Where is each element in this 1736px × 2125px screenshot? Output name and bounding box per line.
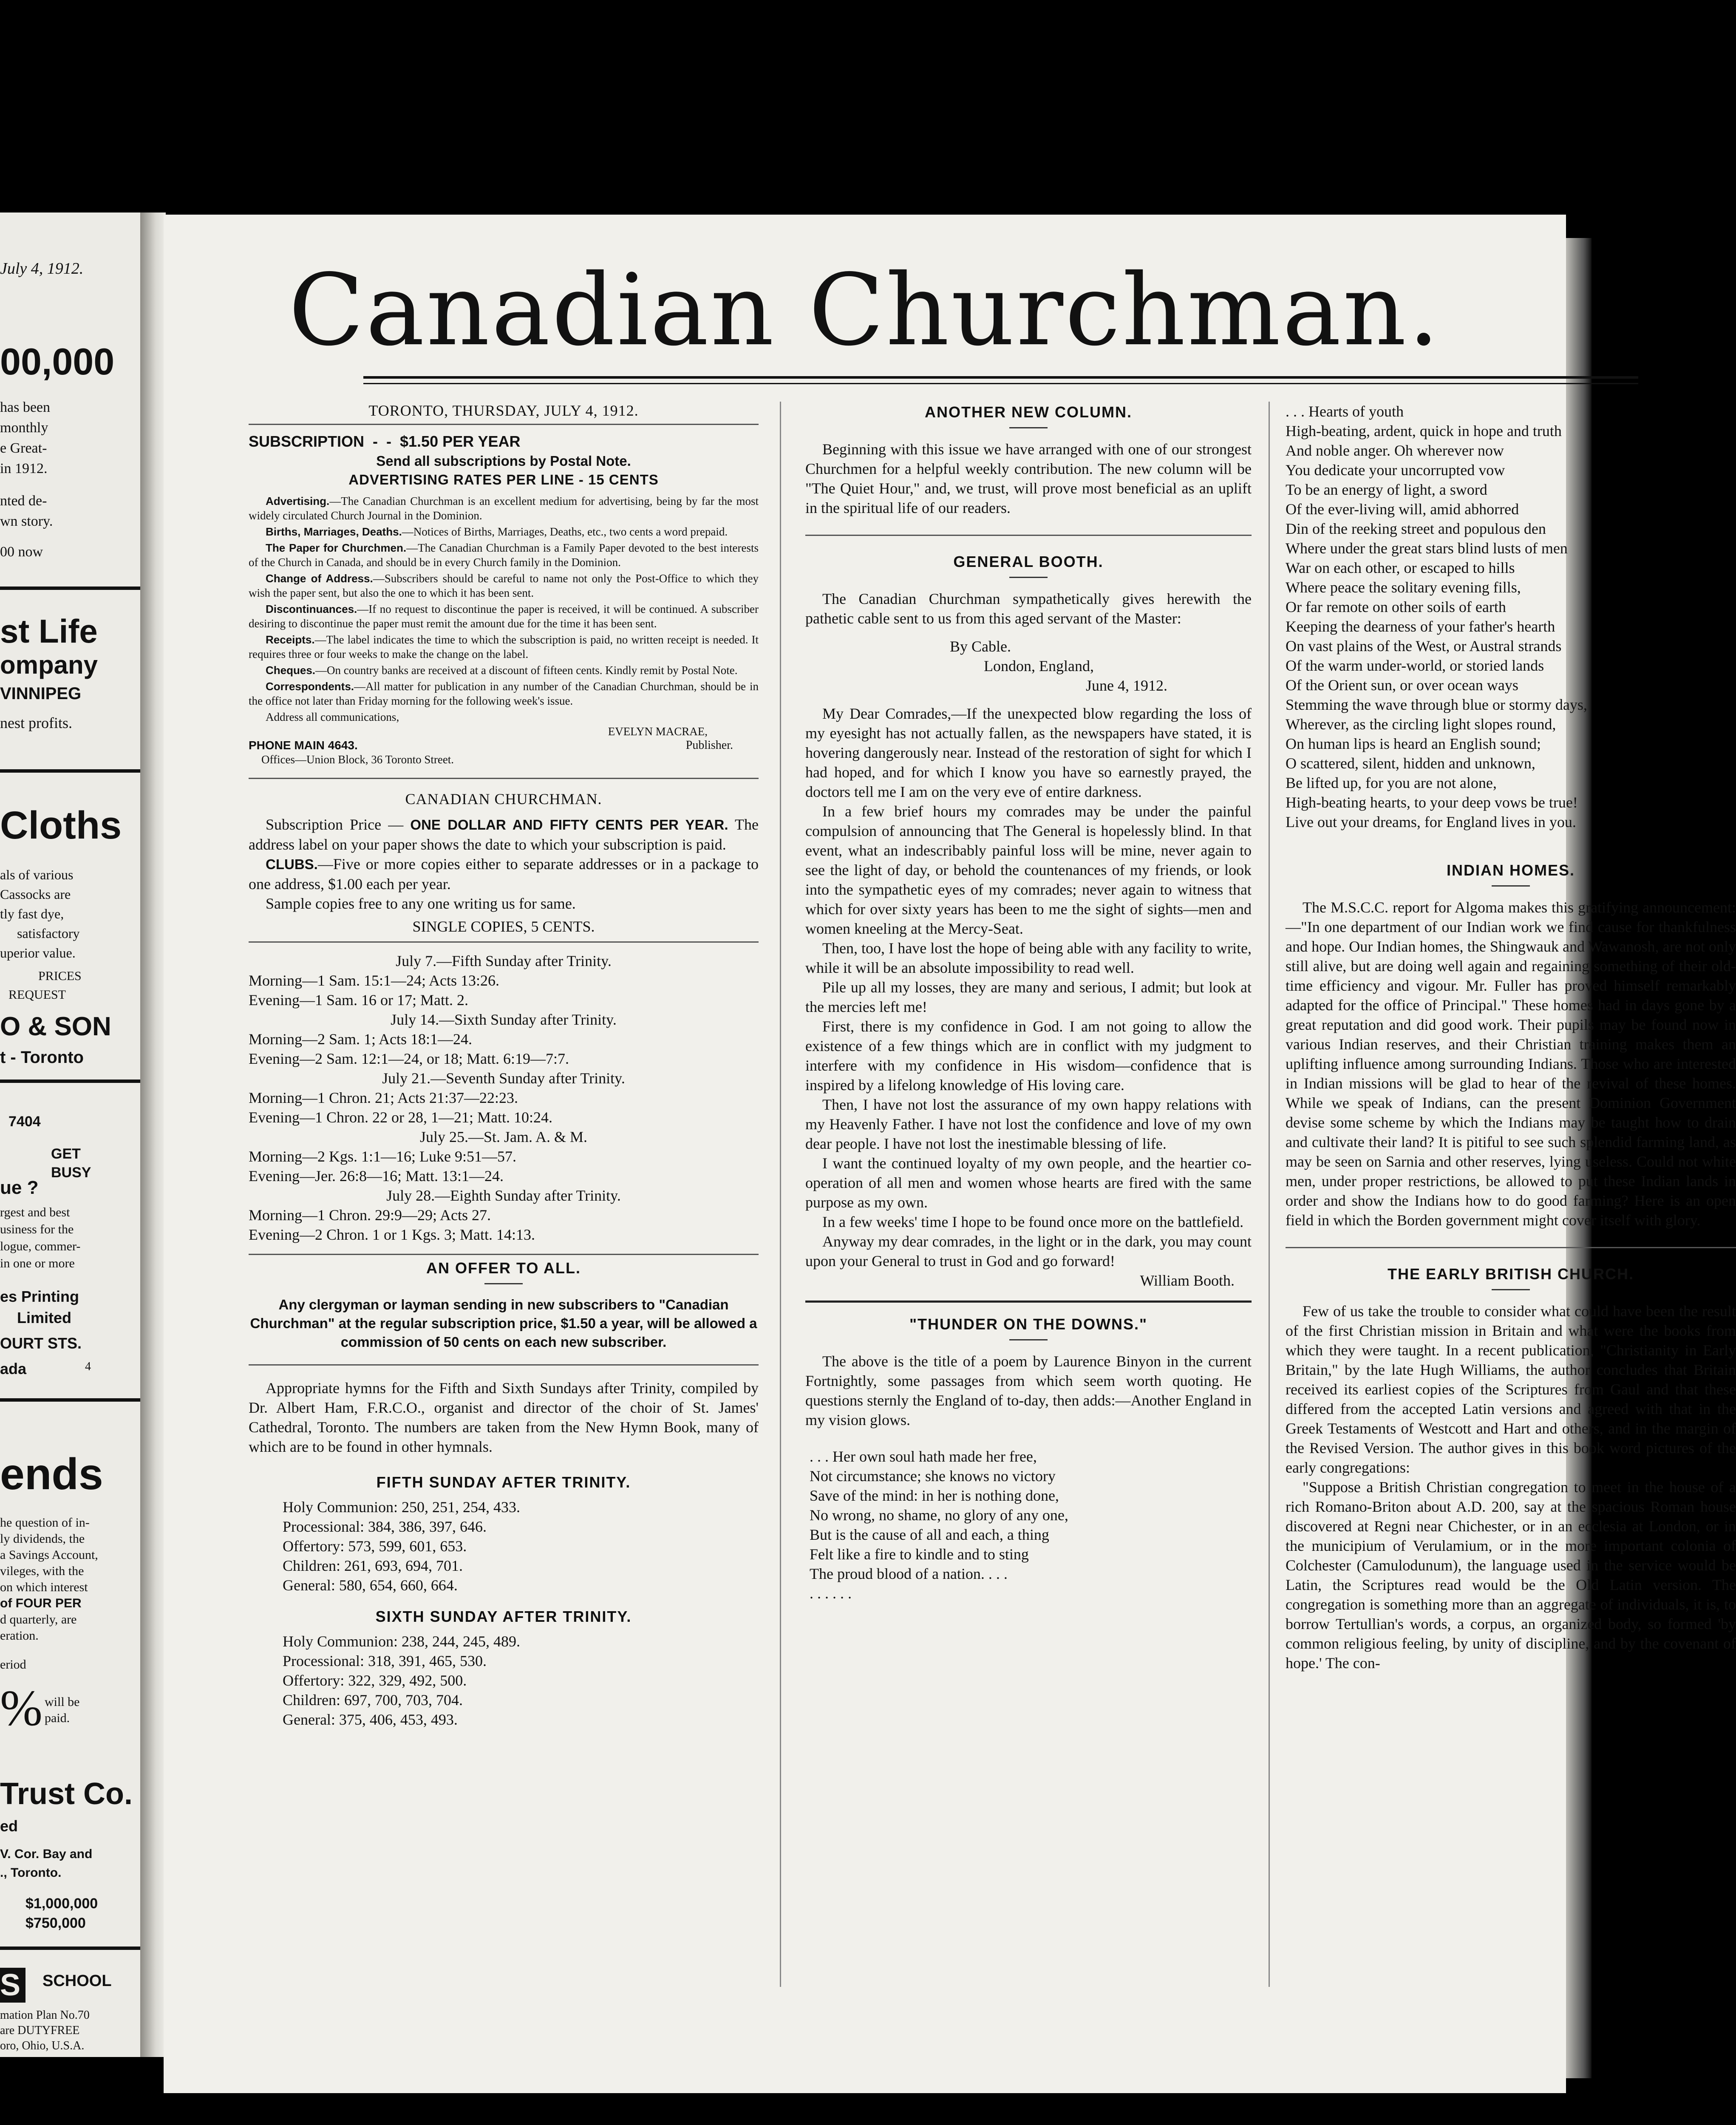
letter-paragraph: Then, too, I have lost the hope of being able with any facility to write, while it will be an absolute impossibility to read well. [805, 940, 1252, 976]
hymn-line: Offertory: 573, 599, 601, 653. [283, 1538, 467, 1555]
hymn-line: General: 580, 654, 660, 664. [283, 1577, 458, 1594]
letter-paragraph: Pile up all my losses, they are many and serious, I admit; but look at the mercies left me! [805, 979, 1252, 1015]
poem-line: Keeping the dearness of your father's hearth [1286, 618, 1555, 635]
poem-line: To be an energy of light, a sword [1286, 481, 1487, 498]
left-page-text: $1,000,000 [25, 1896, 98, 1912]
fifth-sunday-heading: FIFTH SUNDAY AFTER TRINITY. [376, 1473, 631, 1491]
notice-text: —All matter for publication in any number of the Canadian Churchman, should be in the office not later than Friday morning for the following week's issue. [249, 680, 759, 707]
calendar-reading: Evening—2 Chron. 1 or 1 Kgs. 3; Matt. 14:13. [249, 1226, 535, 1243]
cable-place: London, England, [984, 657, 1094, 674]
poem-line: High-beating, ardent, quick in hope and truth [1286, 422, 1562, 439]
cable-by: By Cable. [950, 638, 1011, 655]
booth-heading: GENERAL BOOTH. [953, 553, 1104, 570]
calendar-reading: Evening—2 Sam. 12:1—24, or 18; Matt. 6:19—7:7. [249, 1050, 569, 1067]
calendar-day: July 7.—Fifth Sunday after Trinity. [396, 952, 612, 969]
left-page-text: oro, Ohio, U.S.A. [0, 2039, 85, 2052]
left-page-text: usiness for the [0, 1222, 74, 1236]
left-page-text: uperior value. [0, 945, 76, 960]
calendar-day: July 28.—Eighth Sunday after Trinity. [386, 1187, 621, 1204]
left-page-text: vileges, with the [0, 1564, 84, 1578]
left-page-date: July 4, 1912. [0, 260, 84, 278]
british-church-heading: THE EARLY BRITISH CHURCH. [1387, 1265, 1634, 1283]
poem-line: On vast plains of the West, or Austral strands [1286, 638, 1562, 654]
left-page-text: he question of in- [0, 1516, 90, 1530]
address-line: Address all communications, [266, 711, 399, 723]
previous-page-fragment [0, 212, 140, 2057]
single-copies: SINGLE COPIES, 5 CENTS. [412, 918, 595, 935]
left-page-text: ., Toronto. [0, 1866, 62, 1880]
phone-number: PHONE MAIN 4643. [249, 739, 358, 752]
indian-homes-text: The M.S.C.C. report for Algoma makes this gratifying announcement:—"In one department of our Indian work we find cause for thankfulness and hope. Our Indian homes, the Shingwauk and Wawanosh, are not only still alive, but are doing well again and regaining something of their old-time efficiency and vigour. Mr. Fuller has proved himself remarkably adapted for the office of Principal." These homes had in days gone by a great reputation and did good work. Their pupils may be found now in various Indian reserves, and their Christian training makes them an uplifting influence among surrounding Indians. Those who are interested in Indian missions will be glad to hear of the revival of these homes. While we speak of Indians, can the present Dominion Government devise some scheme by which the Indians may be taught how to drain and cultivate their land? It is pitiful to see such splendid farming land, as may be seen on Sarnia and other reserves, lying useless. Could not white men, under proper restrictions, be allowed to put these Indian lands in order and show the Indians how to do good farming? Here is an open field in which the Borden government might cover itself with glory. [1286, 899, 1736, 1229]
notice-text: —If no request to discontinue the paper is received, it will be continued. A subscriber desiring to discontinue the paper must remit the amount due for the time it has been sent. [249, 603, 759, 630]
poem-line: Be lifted up, for you are not alone, [1286, 774, 1497, 791]
left-page-text: of FOUR PER [0, 1596, 82, 1610]
poem-line: Or far remote on other soils of earth [1286, 598, 1506, 615]
masthead-rule [363, 376, 1638, 379]
booth-intro: The Canadian Churchman sympathetically gives herewith the pathetic cable sent to us from this aged servant of the Master: [805, 590, 1252, 627]
left-page-text: als of various [0, 867, 74, 882]
notice-item [249, 494, 759, 523]
sixth-sunday-hymns [249, 1632, 759, 1729]
hymn-line: Processional: 384, 386, 397, 646. [283, 1518, 487, 1535]
left-page-text: nted de- [0, 493, 47, 509]
calendar-reading: Morning—1 Chron. 29:9—29; Acts 27. [249, 1207, 491, 1224]
book-gutter [140, 212, 166, 2057]
calendar-day: July 25.—St. Jam. A. & M. [419, 1128, 588, 1145]
notice-item [249, 663, 759, 677]
clubs-label: CLUBS. [266, 856, 318, 872]
hymn-line: General: 375, 406, 453, 493. [283, 1711, 458, 1728]
hymn-line: Holy Communion: 238, 244, 245, 489. [283, 1633, 521, 1650]
left-page-text: REQUEST [8, 988, 66, 1002]
letter-paragraph: Anyway my dear comrades, in the light or in the dark, you may count upon your General to trust in God and go forward! [805, 1233, 1252, 1269]
notice-heading: Discontinuances. [266, 603, 357, 615]
clubs-body: —Five or more copies either to separate addresses or in a package to one address, $1.00 each per year. [249, 856, 759, 892]
poem-line: Live out your dreams, for England lives in you. [1286, 813, 1576, 830]
column-editorial [805, 402, 1252, 1603]
calendar-reading: Morning—1 Sam. 15:1—24; Acts 13:26. [249, 972, 500, 989]
left-page-text: $750,000 [25, 1915, 86, 1931]
notice-item [249, 602, 759, 631]
left-page-text: es Printing [0, 1288, 79, 1305]
left-page-text: will be [45, 1695, 80, 1709]
offer-text: Any clergyman or layman sending in new subscribers to "Canadian Churchman" at the regular subscription price, $1.50 a year, will be allowed a commission of 50 cents on each new subscriber. [250, 1297, 757, 1350]
left-page-text: 7404 [8, 1114, 41, 1130]
left-page-text: ompany [0, 651, 98, 679]
masthead-rule [363, 383, 1638, 384]
column-divider [780, 402, 781, 1987]
notice-text: —On country banks are received at a discount of fifteen cents. Kindly remit by Postal Note. [315, 664, 738, 677]
poem-line: . . . Her own soul hath made her free, [810, 1448, 1037, 1465]
calendar-reading: Morning—1 Chron. 21; Acts 21:37—22:23. [249, 1089, 518, 1106]
left-page-text: t - Toronto [0, 1048, 84, 1067]
left-page-text: VINNIPEG [0, 684, 82, 703]
poem-line: Where under the great stars blind lusts of men [1286, 540, 1568, 557]
left-page-text: st Life [0, 612, 98, 650]
poem-line: High-beating hearts, to your deep vows be true! [1286, 794, 1578, 811]
left-page-text: satisfactory [17, 926, 80, 941]
calendar-day: July 21.—Seventh Sunday after Trinity. [382, 1070, 625, 1087]
left-page-text: on which interest [0, 1580, 88, 1594]
dateline: TORONTO, THURSDAY, JULY 4, 1912. [368, 402, 639, 419]
hymn-line: Children: 697, 700, 703, 704. [283, 1692, 463, 1708]
poem-line: Save of the mind: in her is nothing done, [810, 1487, 1059, 1504]
fifth-sunday-hymns [249, 1497, 759, 1595]
notice-item [249, 632, 759, 661]
left-page-text: are DUTYFREE [0, 2024, 80, 2037]
calendar-reading: Evening—1 Sam. 16 or 17; Matt. 2. [249, 992, 468, 1009]
left-page-text: eriod [0, 1658, 26, 1672]
booth-letter [805, 704, 1252, 1271]
price-amount: ONE DOLLAR AND FIFTY CENTS PER YEAR. [410, 817, 728, 833]
publisher-name: EVELYN MACRAE, [608, 725, 708, 738]
left-page-text: ue ? [0, 1177, 39, 1198]
left-page-text: ends [0, 1450, 103, 1499]
letter-paragraph: Then, I have not lost the assurance of my own happy relations with my Heavenly Father. I have not lost the confidence and love of my own dear people. I have not lost the inestimable blessing of life. [805, 1096, 1252, 1152]
advertising-rates: ADVERTISING RATES PER LINE - 15 CENTS [348, 472, 659, 487]
left-page-text: GET [51, 1146, 81, 1162]
left-page-text: nest profits. [0, 714, 72, 731]
hymn-line: Offertory: 322, 329, 492, 500. [283, 1672, 467, 1689]
notices-list [249, 494, 759, 708]
poem-line: The proud blood of a nation. . . . [810, 1565, 1008, 1582]
left-page-text: OURT STS. [0, 1334, 82, 1352]
poem-excerpt [805, 1447, 1252, 1603]
notice-text: —Notices of Births, Marriages, Deaths, etc., two cents a word prepaid. [402, 525, 728, 538]
new-column-heading: ANOTHER NEW COLUMN. [925, 403, 1132, 421]
letter-paragraph: First, there is my confidence in God. I am not going to allow the existence of a few things which are in conflict with my judgment to interfere with my confidence in His wisdom—confidence that is inspired by a lifelong knowledge of His loving care. [805, 1018, 1252, 1094]
left-page-text: eration. [0, 1629, 39, 1643]
left-page-text: in 1912. [0, 461, 48, 476]
notice-text: —Subscribers should be careful to name not only the Post-Office to which they wish the paper sent, but also the one to which it has been sent. [249, 572, 759, 599]
left-page-text: Cloths [0, 804, 122, 847]
left-page-text: Trust Co. [0, 1777, 133, 1811]
notice-heading: Births, Marriages, Deaths. [266, 525, 402, 538]
left-page-text: BUSY [51, 1164, 91, 1181]
box-title: CANADIAN CHURCHMAN. [405, 790, 602, 808]
notice-heading: Advertising. [266, 495, 330, 507]
british-church-quote: "Suppose a British Christian congregation to meet in the house of a rich Romano-Briton about A.D. 200, say at the spacious Roman house discovered at Regni near Chichester, or in an ecclesia at London, or in the municipium of Verulamium, or in the more important colonia of Colchester (Camulodunum), the language used in the service would be Latin, the Scriptures read would be the Old Latin version. The congregation is something more than an aggregate of individuals, it is, to borrow Tertullian's words, a corpus, an organized body, so formed 'by common religious feeling, by unity of discipline, and by the covenant of hope.' The con- [1286, 1479, 1736, 1672]
poem-line: No wrong, no shame, no glory of any one, [810, 1507, 1068, 1524]
notice-item [249, 524, 759, 539]
left-page-text: mation Plan No.70 [0, 2009, 90, 2022]
hymn-line: Children: 261, 693, 694, 701. [283, 1557, 463, 1574]
thunder-heading: "THUNDER ON THE DOWNS." [909, 1315, 1148, 1333]
left-page-text: paid. [45, 1711, 70, 1725]
notice-text: —The Canadian Churchman is a Family Paper devoted to the best interests of the Church in Canada, and should be in every Church family in the Dominion. [249, 541, 759, 569]
thunder-intro: The above is the title of a poem by Laurence Binyon in the current Fortnightly, some passages from which seem worth quoting. He questions sternly the England of to-day, then adds:—Another England in my vision glows. [805, 1353, 1252, 1428]
poem-line: . . . . . . [810, 1585, 852, 1602]
notice-heading: Change of Address. [266, 572, 373, 585]
calendar-day: July 14.—Sixth Sunday after Trinity. [391, 1011, 617, 1028]
poem-line: And noble anger. Oh wherever now [1286, 442, 1504, 459]
new-column-text: Beginning with this issue we have arranged with one of our strongest Churchmen for a helpful weekly contribution. The new column will be "The Quiet Hour," and, we trust, will prove most beneficial as an uplift in the spiritual life of our readers. [805, 441, 1252, 516]
offices: Offices—Union Block, 36 Toronto Street. [261, 753, 454, 766]
booth-signature: William Booth. [1140, 1272, 1235, 1289]
left-page-text: d quarterly, are [0, 1612, 77, 1626]
poem-line: O scattered, silent, hidden and unknown, [1286, 755, 1535, 772]
indian-homes-heading: INDIAN HOMES. [1446, 861, 1575, 879]
poem-line: Of the ever-living will, amid abhorred [1286, 501, 1519, 518]
left-page-text: ed [0, 1817, 18, 1835]
notice-text: —The Canadian Churchman is an excellent medium for advertising, being by far the most widely circulated Church Journal in the Dominion. [249, 495, 759, 522]
letter-paragraph: In a few brief hours my comrades may be under the painful compulsion of announcing that The General is hopelessly blind. In that event, what an indescribably painful loss will be mine, never again to see the light of day, or behold the countenances of my friends, or look into the sympathetic eyes of my comrades; never again to witness that which for over sixty years has been to me the sight of sights—men and women kneeling at the Mercy-Seat. [805, 803, 1252, 937]
left-page-text: Cassocks are [0, 887, 71, 902]
poem-line: On human lips is heard an English sound; [1286, 735, 1541, 752]
left-page-text: 4 [85, 1360, 91, 1373]
notice-item [249, 679, 759, 708]
clubs-text [249, 854, 759, 894]
price-text: The address label on your paper shows the date to which your subscription is paid. [249, 816, 759, 853]
newspaper-page [164, 215, 1736, 2093]
calendar-reading: Morning—2 Kgs. 1:1—16; Luke 9:51—57. [249, 1148, 516, 1165]
left-page-text: 00,000 [0, 340, 115, 382]
left-page-text: SCHOOL [42, 1972, 112, 1990]
letter-paragraph: In a few weeks' time I hope to be found once more on the battlefield. [822, 1213, 1244, 1230]
lectionary-calendar [249, 951, 759, 1244]
masthead-title: Canadian Churchman. [289, 253, 1441, 368]
left-page-text: PRICES [38, 969, 82, 983]
postal-note: Send all subscriptions by Postal Note. [376, 453, 631, 469]
notice-heading: Cheques. [266, 664, 316, 677]
left-page-text: a Savings Account, [0, 1548, 98, 1562]
left-page-text: V. Cor. Bay and [0, 1847, 93, 1861]
hymn-line: Holy Communion: 250, 251, 254, 433. [283, 1499, 521, 1516]
subscription-rate: SUBSCRIPTION - - $1.50 PER YEAR [249, 433, 521, 450]
subscription-price [249, 815, 759, 854]
left-page-text: has been [0, 400, 51, 415]
cable-date: June 4, 1912. [1086, 677, 1167, 694]
publisher-contact [249, 739, 759, 752]
calendar-reading: Evening—1 Chron. 22 or 28, 1—21; Matt. 10:24. [249, 1109, 552, 1126]
left-page-text: ly dividends, the [0, 1532, 85, 1546]
poem-line: Of the warm under-world, or storied lands [1286, 657, 1544, 674]
poem-line: . . . Hearts of youth [1286, 403, 1404, 420]
left-page-text: 00 now [0, 544, 43, 560]
notice-item [249, 571, 759, 600]
hymn-line: Processional: 318, 391, 465, 530. [283, 1652, 487, 1669]
poem-line: Felt like a fire to kindle and to sting [810, 1546, 1029, 1563]
poem-line: Din of the reeking street and populous den [1286, 520, 1546, 537]
left-page-text: O & SON [0, 1012, 111, 1041]
notice-heading: The Paper for Churchmen. [266, 541, 407, 554]
poem-line: Where peace the solitary evening fills, [1286, 579, 1521, 596]
left-page-text: e Great- [0, 440, 47, 456]
hymns-intro: Appropriate hymns for the Fifth and Sixth Sundays after Trinity, compiled by Dr. Albert Ham, F.R.C.O., organist and director of the choir of St. James' Cathedral, Toronto. The numbers are taken from the New Hymn Book, many of which are to be found in other hymnals. [249, 1380, 759, 1455]
notice-heading: Correspondents. [266, 680, 354, 693]
notice-item [249, 541, 759, 570]
column-features [1286, 402, 1736, 1673]
price-text: Subscription Price — [266, 816, 411, 833]
column-publisher-info [249, 402, 759, 1729]
calendar-reading: Evening—Jer. 26:8—16; Matt. 13:1—24. [249, 1167, 504, 1184]
left-page-text: ada [0, 1360, 27, 1377]
left-page-text: in one or more [0, 1256, 75, 1270]
left-page-text: % [0, 1680, 42, 1736]
offer-heading: AN OFFER TO ALL. [426, 1259, 581, 1277]
poem-line: You dedicate your uncorrupted vow [1286, 462, 1505, 479]
left-page-text: logue, commer- [0, 1239, 81, 1253]
calendar-reading: Morning—2 Sam. 1; Acts 18:1—24. [249, 1031, 473, 1048]
left-page-text: Limited [17, 1309, 72, 1326]
british-church-text: Few of us take the trouble to consider what could have been the result of the first Christian mission in Britain and what were the books from which they were taught. In a recent publication, "Christianity in Early Britain," by the late Hugh Williams, the author concludes that Britain received its earliest copies of the Scriptures from Gaul and that these differed from the accepted Latin versions and agreed with that in the Greek Testaments of Westcott and Hart and others, and in the margin of the Revised Version. The author gives in this book word pictures of the early congregations: [1286, 1303, 1736, 1476]
left-page-text: tly fast dye, [0, 906, 64, 921]
notice-text: —The label indicates the time to which the subscription is paid, no written receipt is needed. It requires three or four weeks to make the change on the label. [249, 633, 759, 660]
left-page-text: monthly [0, 420, 48, 436]
sample-copies: Sample copies free to any one writing us for same. [266, 895, 576, 912]
left-page-text: wn story. [0, 513, 53, 529]
notice-heading: Receipts. [266, 633, 315, 646]
letter-paragraph: I want the continued loyalty of my own people, and the heartier co-operation of all men and women whose hearts are fired with the same purpose as my own. [805, 1155, 1252, 1211]
publisher-label: Publisher. [685, 739, 733, 752]
poem-line: Of the Orient sun, or over ocean ways [1286, 677, 1518, 694]
poem-continued [1286, 402, 1736, 832]
letter-paragraph: My Dear Comrades,—If the unexpected blow regarding the loss of my eyesight has not actually fallen, as the newspapers have stated, it is hovering dangerously near. Instead of the restoration of sight for which I had hoped, and for which I know you have so earnestly prayed, the doctors tell me I am on the very eve of entire darkness. [805, 705, 1252, 800]
poem-line: But is the cause of all and each, a thing [810, 1526, 1049, 1543]
poem-line: Not circumstance; she knows no victory [810, 1468, 1056, 1485]
poem-line: Wherever, as the circling light slopes round, [1286, 716, 1556, 733]
poem-line: Stemming the wave through blue or stormy days, [1286, 696, 1587, 713]
left-page-text: rgest and best [0, 1205, 70, 1219]
poem-line: War on each other, or escaped to hills [1286, 559, 1515, 576]
column-divider [1269, 402, 1270, 1987]
sixth-sunday-heading: SIXTH SUNDAY AFTER TRINITY. [375, 1608, 632, 1625]
left-page-text: S [0, 1968, 25, 2003]
